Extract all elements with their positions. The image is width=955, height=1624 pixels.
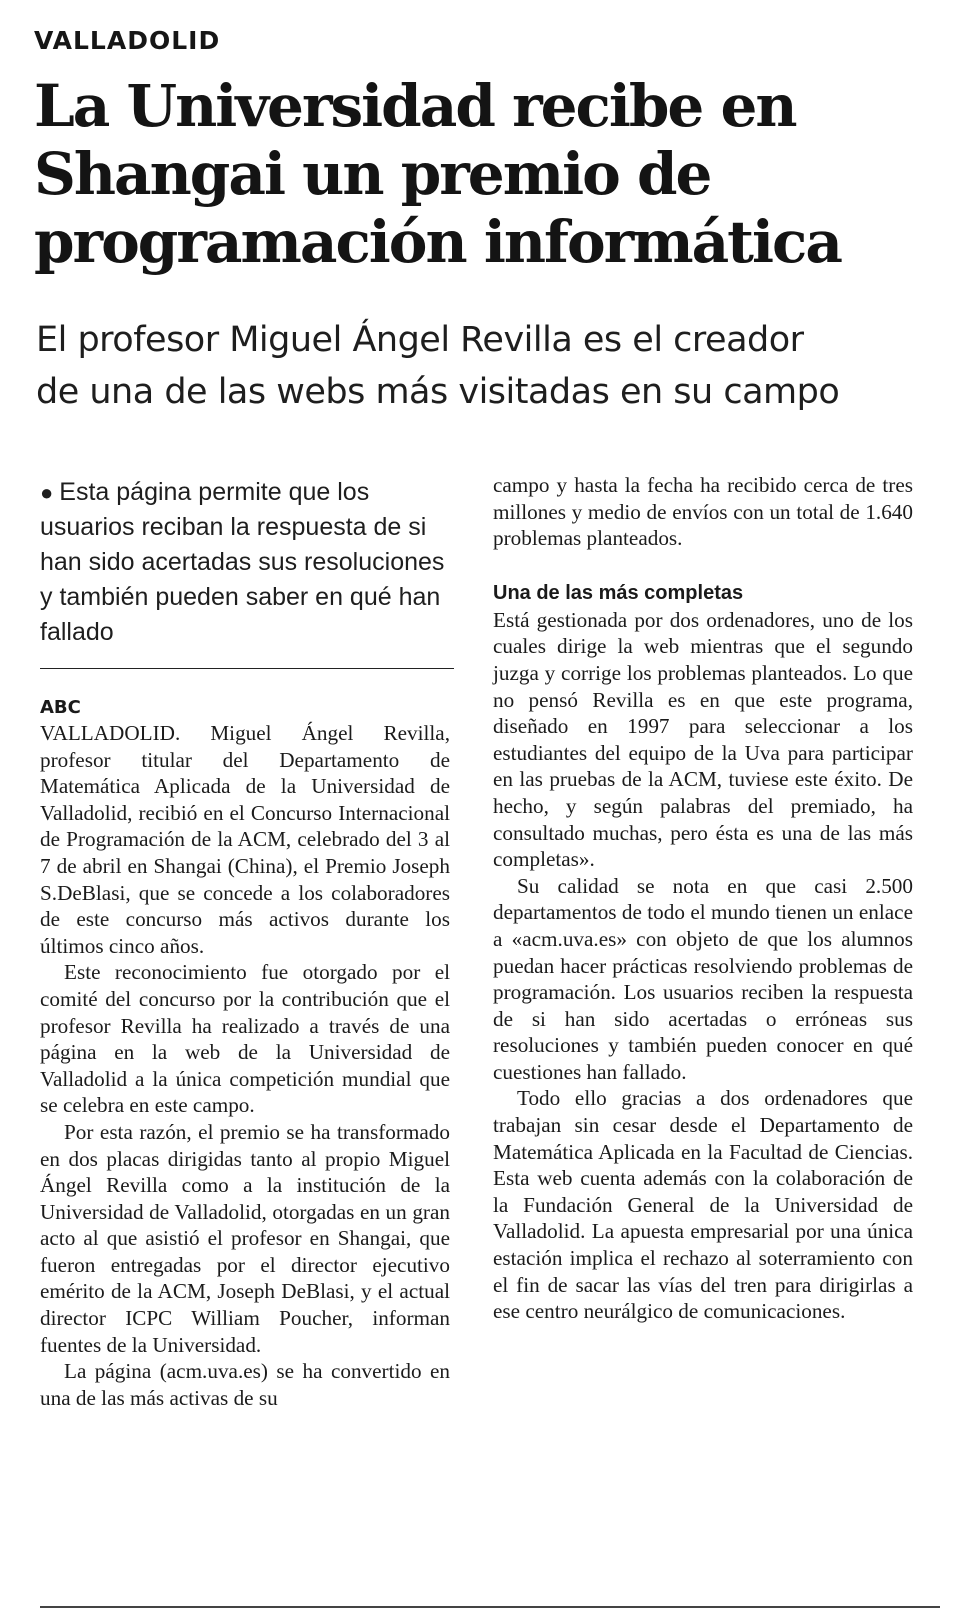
paragraph: Todo ello gracias a dos ordenadores que trabajan sin cesar desde el Departamento de Matemática Aplicada en la Facultad de Ciencias. Esta web cuenta además con la colaboración de la Fundación General de la Universidad de Valladolid. La apuesta empresarial por una única estación implica el rechazo al soterramiento con el fin de sacar las vías del tren para dirigirlas a ese centro neurálgico de comunicaciones. — [493, 1086, 913, 1324]
right-column — [493, 472, 913, 1325]
byline: ABC — [40, 697, 81, 718]
left-column — [40, 475, 450, 1411]
subheadline — [36, 314, 936, 418]
summary-box — [40, 475, 450, 650]
bullet-icon: ● — [40, 480, 54, 505]
subheadline-line: El profesor Miguel Ángel Revilla es el creador — [36, 320, 804, 360]
headline-line: programación informática — [34, 208, 841, 276]
headline-line: La Universidad recibe en — [34, 72, 796, 140]
headline — [34, 72, 934, 276]
page-bottom-divider — [40, 1606, 940, 1608]
article-body-right-cont — [493, 607, 913, 1325]
summary-divider — [40, 668, 454, 669]
headline-line: Shangai un premio de — [34, 140, 711, 208]
paragraph: La página (acm.uva.es) se ha convertido en una de las más activas de su — [40, 1359, 450, 1410]
paragraph: Este reconocimiento fue otorgado por el comité del concurso por la contribución que el profesor Revilla ha realizado a través de una página en la web de la Universidad de Valladolid a la única competición mundial que se celebra en este campo. — [40, 960, 450, 1118]
crosshead: Una de las más completas — [493, 581, 744, 604]
subheadline-line: de una de las webs más visitadas en su campo — [36, 372, 840, 412]
article-body-right — [493, 472, 913, 552]
paragraph: Por esta razón, el premio se ha transformado en dos placas dirigidas tanto al propio Miguel Ángel Revilla como a la institución de la Universidad de Valladolid, otorgadas en un gran acto al que asistió el profesor en Shangai, que fueron entregadas por el director ejecutivo emérito de la ACM, Joseph DeBlasi, y el actual director ICPC William Poucher, informan fuentes de la Universidad. — [40, 1119, 450, 1357]
paragraph: Su calidad se nota en que casi 2.500 departamentos de todo el mundo tienen un enlace a «acm.uva.es» con objeto de que los alumnos puedan hacer prácticas resolviendo problemas de programación. Los usuarios reciben la respuesta de si han sido acertadas o erróneas sus resoluciones y también pueden conocer en qué cuestiones han fallado. — [493, 873, 913, 1084]
section-label: VALLADOLID — [34, 26, 221, 55]
paragraph: Está gestionada por dos ordenadores, uno de los cuales dirige la web mientras que el segundo juzga y corrige los problemas planteados. Lo que no pensó Revilla es en que este programa, diseñado en 1997 para seleccionar a los estudiantes del equipo de la Uva para participar en las pruebas de la ACM, tuviese este éxito. De hecho, y según palabras del premiado, ha consultado muchas, pero ésta es una de las más completas». — [493, 607, 913, 872]
summary-text: Esta página permite que los usuarios reciban la respuesta de si han sido acertadas sus resoluciones y también pueden saber en qué han fallado — [40, 478, 445, 646]
paragraph: campo y hasta la fecha ha recibido cerca de tres millones y medio de envíos con un total de 1.640 problemas planteados. — [493, 473, 913, 551]
paragraph: VALLADOLID. Miguel Ángel Revilla, profesor titular del Departamento de Matemática Aplicada de la Universidad de Valladolid, recibió en el Concurso Internacional de Programación de la ACM, celebrado del 3 al 7 de abril en Shangai (China), el Premio Joseph S.DeBlasi, que se concede a los colaboradores de este concurso más activos durante los últimos cinco años. — [40, 721, 450, 958]
article-body-left — [40, 720, 450, 1411]
